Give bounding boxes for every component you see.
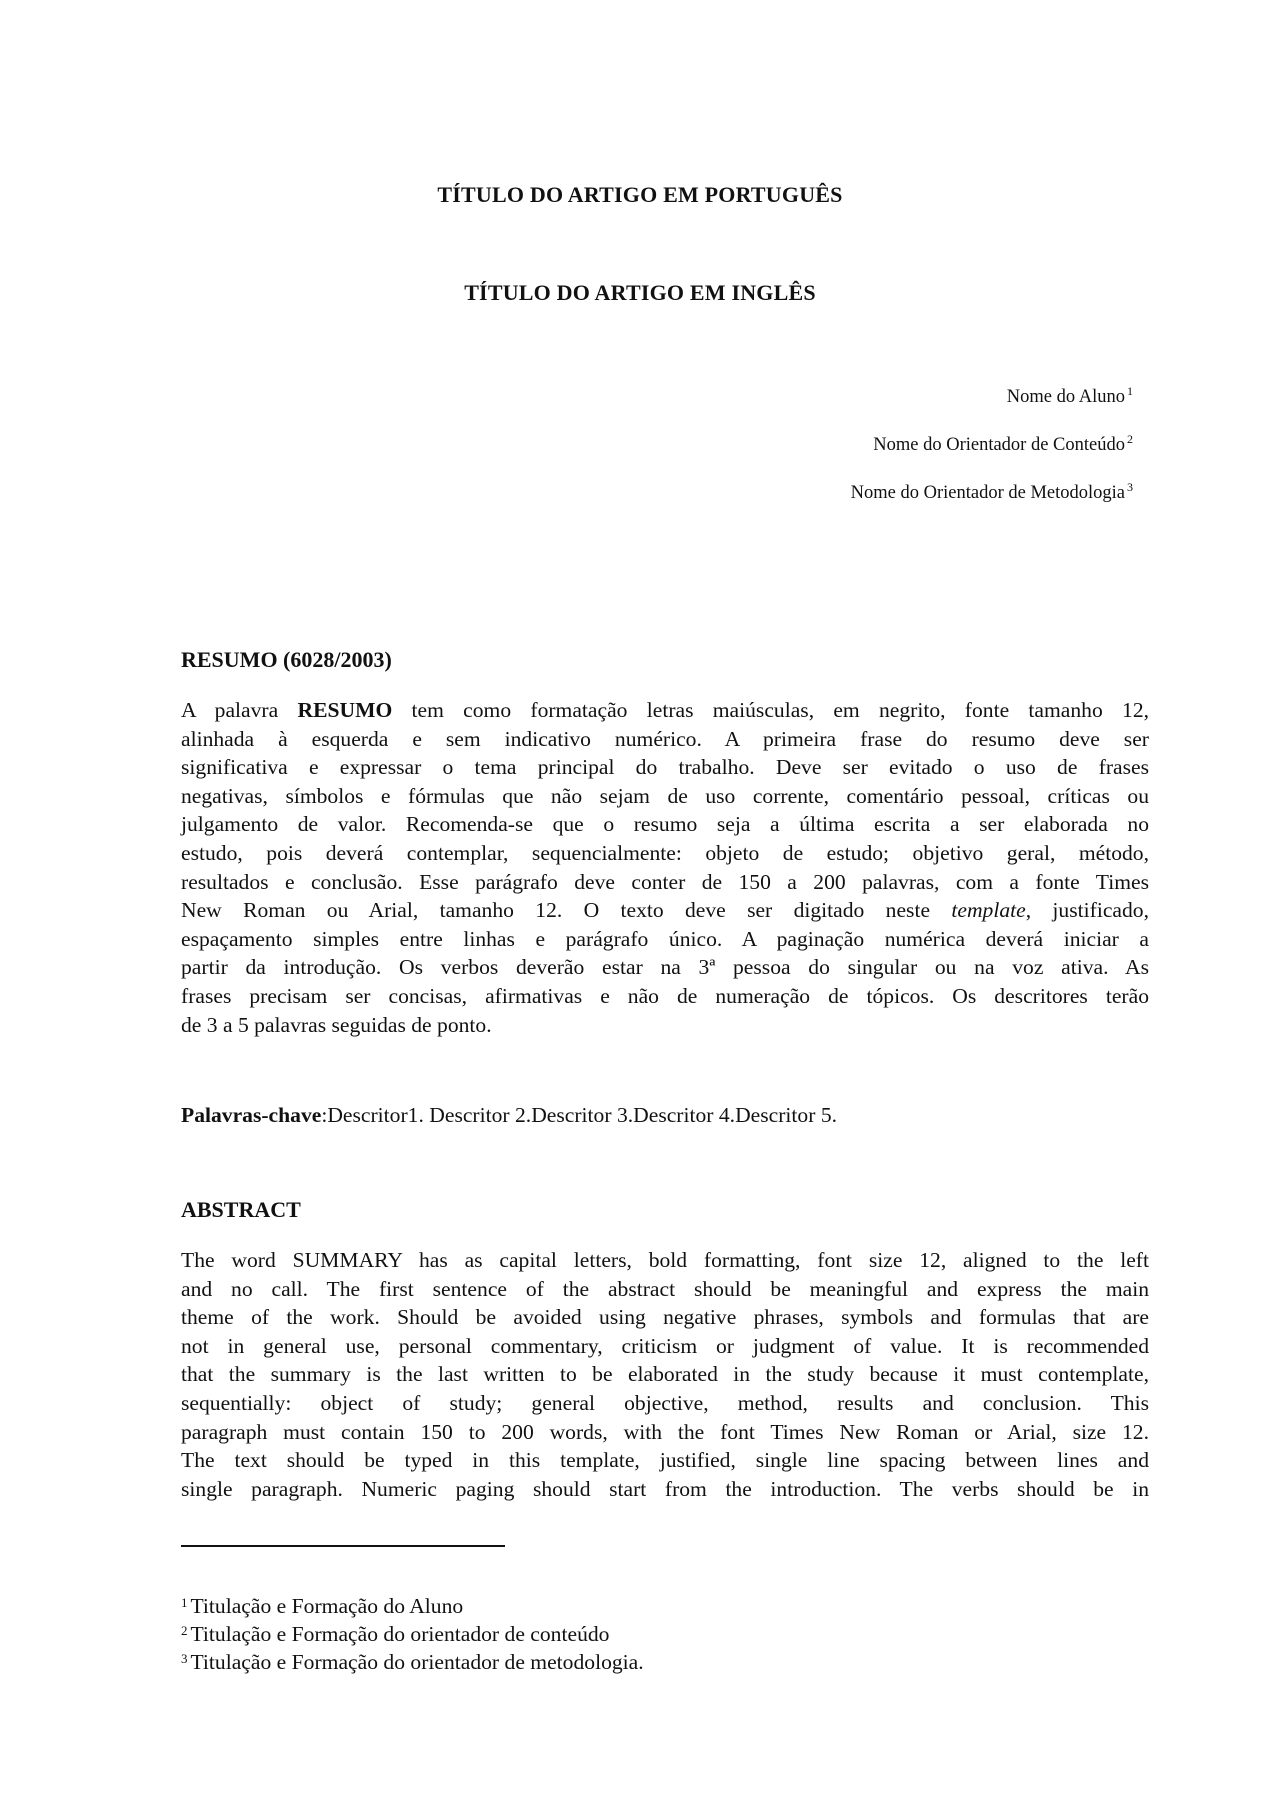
resumo-line: estudo, pois deverá contemplar, sequencialmente: objeto de estudo; objetivo geral, método,	[181, 840, 1149, 865]
footnote-text: Titulação e Formação do Aluno	[190, 1594, 464, 1618]
author-student	[1007, 384, 1133, 408]
resumo-line: A palavra RESUMO tem como formatação letras maiúsculas, em negrito, fonte tamanho 12,	[181, 698, 1150, 722]
author-name: Nome do Aluno	[1006, 387, 1125, 407]
footnote-mark: 1	[181, 1595, 188, 1610]
abstract-line: and no call. The first sentence of the abstract should be meaningful and express the main	[181, 1276, 1149, 1301]
author-content-advisor	[873, 432, 1133, 456]
resumo-paragraph	[181, 696, 1149, 1039]
abstract-heading: ABSTRACT	[181, 1197, 301, 1222]
resumo-line: significativa e expressar o tema principal do trabalho. Deve ser evitado o uso de frases	[181, 755, 1149, 780]
author-methodology-advisor	[851, 480, 1133, 504]
footnote-separator	[181, 1545, 505, 1547]
abstract-line: theme of the work. Should be avoided using negative phrases, symbols and formulas that are	[181, 1305, 1149, 1330]
abstract-line: The text should be typed in this template, justified, single line spacing between lines and	[181, 1448, 1149, 1473]
resumo-line: partir da introdução. Os verbos deverão estar na 3ª pessoa do singular ou na voz ativa. As	[181, 955, 1149, 980]
footnote-2	[181, 1622, 609, 1647]
resumo-line: de 3 a 5 palavras seguidas de ponto.	[181, 1012, 492, 1037]
resumo-line: resultados e conclusão. Esse parágrafo deve conter de 150 a 200 palavras, com a fonte Times	[181, 869, 1149, 894]
resumo-line: negativas, símbolos e fórmulas que não sejam de uso corrente, comentário pessoal, críticas ou	[181, 783, 1149, 808]
resumo-line: julgamento de valor. Recomenda-se que o resumo seja a última escrita a ser elaborada no	[181, 812, 1149, 837]
author-footnote-mark: 3	[1127, 480, 1133, 494]
abstract-paragraph	[181, 1246, 1149, 1503]
abstract-line: not in general use, personal commentary, criticism or judgment of value. It is recommended	[181, 1333, 1149, 1358]
title-portuguese: TÍTULO DO ARTIGO EM PORTUGUÊS	[437, 182, 843, 207]
resumo-line: frases precisam ser concisas, afirmativas e não de numeração de tópicos. Os descritores terão	[181, 983, 1149, 1008]
abstract-line: that the summary is the last written to be elaborated in the study because it must contemplate,	[181, 1362, 1149, 1387]
resumo-bold-word: RESUMO	[297, 698, 393, 722]
resumo-line: alinhada à esquerda e sem indicativo numérico. A primeira frase do resumo deve ser	[181, 726, 1149, 751]
resumo-heading: RESUMO (6028/2003)	[181, 647, 392, 672]
template-italic-word: template	[951, 898, 1026, 923]
footnote-text: Titulação e Formação do orientador de metodologia.	[190, 1650, 644, 1674]
resumo-line: New Roman ou Arial, tamanho 12. O texto deve ser digitado neste template, justificado,	[181, 898, 1149, 923]
footnote-3	[181, 1650, 644, 1675]
abstract-line: single paragraph. Numeric paging should start from the introduction. The verbs should be in	[181, 1476, 1149, 1501]
keywords-text: :Descritor1. Descritor 2.Descritor 3.Descritor 4.Descritor 5.	[321, 1103, 838, 1127]
keywords-line	[181, 1103, 837, 1128]
resumo-line: espaçamento simples entre linhas e parágrafo único. A paginação numérica deverá iniciar a	[181, 926, 1149, 951]
keywords-label: Palavras-chave	[181, 1103, 322, 1127]
abstract-line: sequentially: object of study; general objective, method, results and conclusion. This	[181, 1390, 1149, 1415]
author-footnote-mark: 1	[1127, 384, 1133, 398]
footnote-mark: 2	[181, 1623, 188, 1638]
author-name: Nome do Orientador de Metodologia	[850, 483, 1125, 503]
abstract-line: The word SUMMARY has as capital letters, bold formatting, font size 12, aligned to the left	[181, 1248, 1149, 1272]
title-english: TÍTULO DO ARTIGO EM INGLÊS	[464, 280, 816, 305]
author-footnote-mark: 2	[1127, 432, 1133, 446]
abstract-line: paragraph must contain 150 to 200 words, with the font Times New Roman or Arial, size 12.	[181, 1419, 1149, 1444]
footnote-mark: 3	[181, 1651, 188, 1666]
footnote-1	[181, 1594, 463, 1619]
author-name: Nome do Orientador de Conteúdo	[873, 435, 1125, 455]
footnote-text: Titulação e Formação do orientador de conteúdo	[190, 1622, 610, 1646]
